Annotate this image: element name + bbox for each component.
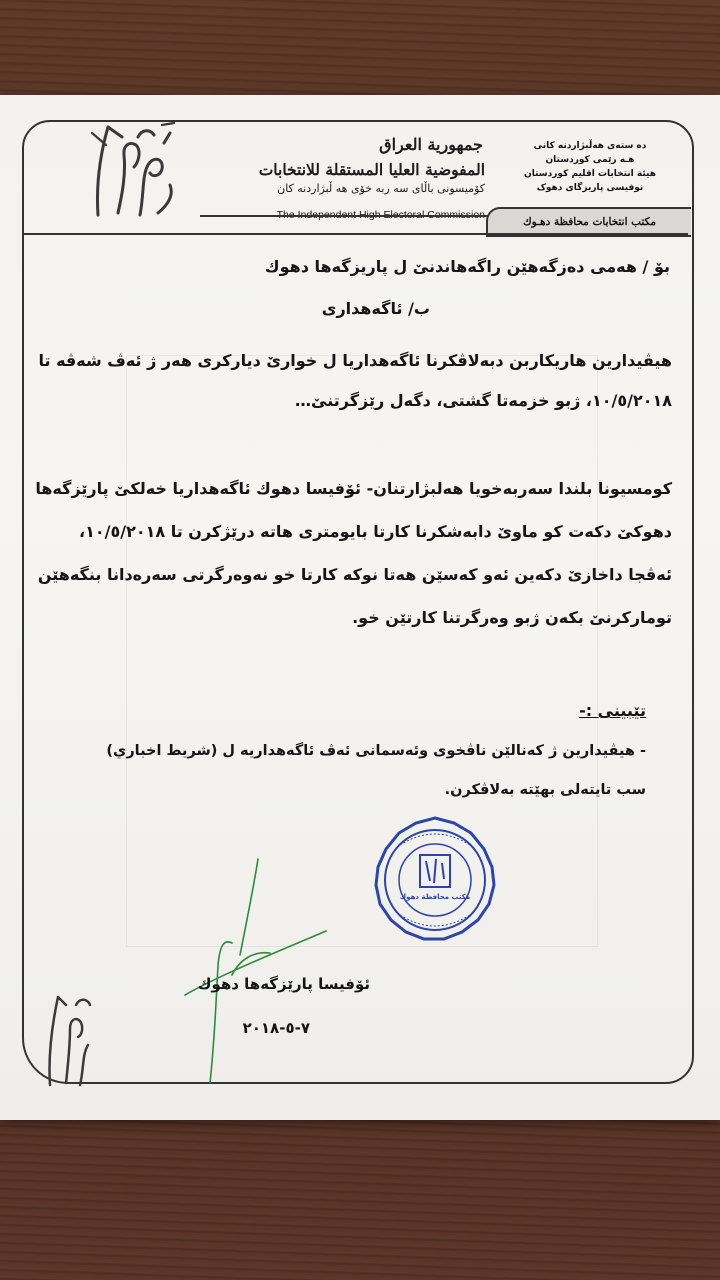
stamp-center-text: مكتب محافظة دهوك	[399, 893, 471, 901]
header-commission-kurdish: كۆميسونى باڵاى سه ربه خۆى هه ڵبژاردنه كان	[277, 182, 485, 195]
note-text: - هيڤيدارين ژ كەنالێن ناڤخوی وئەسمانی ئەڤ ئاگەهداريە ل (شريط اخباري) سب تايتەلی بهێتە بەلاڤكرن.	[106, 743, 646, 798]
official-stamp	[370, 815, 500, 945]
note-title: تێبینی :-	[579, 701, 646, 720]
document-paper	[0, 95, 720, 1120]
office-tab-label: مكتب انتخابات محافظة دهـوك	[522, 216, 657, 228]
office-line: هيئة انتخابات اقليم كوردستان	[524, 169, 656, 179]
commission-logo	[78, 115, 188, 225]
footer-logo	[40, 985, 100, 1095]
header-divider	[24, 233, 688, 235]
office-line: ده ستەی هەڵبژاردنە کانی	[533, 141, 647, 151]
letter-paragraph-2: كومسيونا بلندا سەربەخويا هەلبژارتنان- ئۆفيسا دهوك ئاگەهداريا خەلكێ پارێزگەها دهوكێ دكەت كو ماوێ دابەشكرنا كارتا بايومتری هاتە درێژكرن تا ١٠/٥/٢٠١٨، ئەڤجا داخازێ دكەين ئەو كەسێن هەتا نوكە كارتا خو نەوەرگرتی سەرەدانا بنگەهێن تومارکرنێ بکەن ژبو وەرگرتنا کارتێن خو.	[35, 479, 672, 627]
header-country: جمهورية العراق	[379, 135, 483, 154]
letter-paragraph-1: هيڤيدارين هاريكاربن دبەلاڤكرنا ئاگەهداريا ل خوارێ دياركری هەر ژ ئەڤ شەڤە تا ١٠/٥/٢٠١٨، ژبو خزمەتا گشتی، دگەل رێزگرتنێ…	[38, 351, 672, 410]
signature-date: ٧-٥-٢٠١٨	[242, 1019, 310, 1037]
signature-office: ئۆفيسا پارێزگەها دهوك	[197, 975, 370, 993]
office-line: هـه رێمی کوردستان	[545, 155, 635, 165]
header-titles	[240, 135, 485, 195]
letter-recipient: بۆ / هەمی دەزگەهێن راگەهاندنێ ل پاریزگەها دهوك	[264, 257, 670, 276]
office-line: نوفيسی پاريزگای دهوک	[536, 183, 644, 193]
letter-subject: ب/ ئاگەهداری	[321, 299, 430, 318]
office-address	[505, 139, 675, 195]
header-commission-arabic: المفوضية العليا المستقلة للانتخابات	[258, 160, 485, 179]
header-underline	[200, 215, 500, 217]
